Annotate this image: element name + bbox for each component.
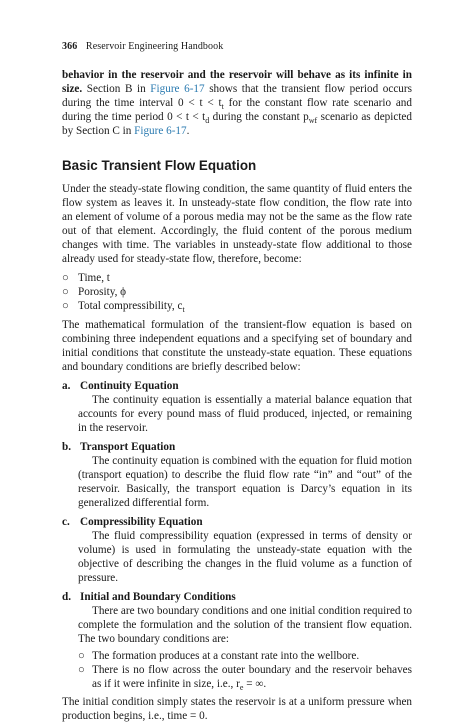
intro-text-6: . [186, 125, 190, 137]
subscript-ct: t [182, 305, 185, 315]
item-text: There are two boundary conditions and one initial condition required to complete the formulation and the solution of the transient flow equation. The two boundary conditions are: [78, 605, 412, 645]
running-head [62, 40, 223, 54]
list-item: ○ Total compressibility, $c_t$ [62, 300, 185, 315]
paragraph-formulation: The mathematical formulation of the transient-flow equation is based on combining three independent equations and a specifying set of boundary and initial conditions that constitute the unsteady-state equation. These equations and boundary conditions are briefly described below: [62, 319, 412, 373]
item-label: d. [62, 591, 72, 603]
intro-text-4: during the constant p [209, 111, 309, 123]
intro-bold-lead: behavior in the reservoir and the reservoir will behave as its infinite in size. [62, 69, 412, 95]
item-transport [62, 440, 412, 510]
item-title: Initial and Boundary Conditions [80, 591, 236, 603]
item-text: The continuity equation is combined with the equation for fluid motion (transport equation) to describe the fluid flow rate “in” and “out” of the reservoir. Basically, the transport equation is Darcy’s equation in its generalized differential form. [78, 455, 412, 509]
item-label: a. [62, 380, 71, 392]
section-heading: Basic Transient Flow Equation [62, 158, 257, 173]
list-item: ○ Porosity, ϕ [62, 286, 127, 298]
subscript-wf: wf [308, 116, 318, 126]
intro-text-2: shows that the transient flow period occurs during the time interval 0 < t < t [62, 83, 412, 109]
intro-paragraph [62, 68, 412, 138]
item-title: Compressibility Equation [80, 516, 203, 528]
subscript-re: e [239, 683, 244, 693]
item-continuity [62, 379, 412, 435]
item-title: Transport Equation [80, 441, 176, 453]
paragraph-steady-state: Under the steady-state flowing condition, the same quantity of fluid enters the flow system as leaves it. In unsteady-state flow condition, the flow rate into an element of volume of a porous media may not be the same as the flow rate out of that element. Accordingly, the fluid content of the porous medium changes with time. The variables in unsteady-state flow additional to those already used for steady-state flow, therefore, become: [62, 183, 412, 265]
figure-link-2[interactable]: Figure 6-17 [134, 125, 187, 137]
circle-bullet-icon: ○ [62, 286, 69, 298]
list-item: ○ Time, t [62, 272, 110, 284]
book-title: Reservoir Engineering Handbook [85, 41, 224, 52]
circle-bullet-icon: ○ [78, 664, 85, 676]
subscript-d: d [205, 116, 210, 126]
intro-text-1: Section B in [82, 83, 151, 95]
circle-bullet-icon: ○ [62, 300, 69, 312]
item-text: The continuity equation is essentially a material balance equation that accounts for every pound mass of fluid produced, injected, or remaining in the reservoir. [78, 394, 412, 434]
figure-link-1[interactable]: Figure 6-17 [150, 83, 205, 95]
variables-list [62, 271, 412, 313]
page-number: 366 [62, 41, 78, 52]
boundary-list [78, 649, 412, 691]
item-title: Continuity Equation [80, 380, 179, 392]
intro-text-5: scenario as depicted by Section C in [62, 111, 412, 137]
subscript-t: t [221, 102, 224, 112]
item-label: c. [62, 516, 70, 528]
intro-text-3: for the constant flow rate scenario and during the time period 0 < t < t [62, 97, 412, 123]
circle-bullet-icon: ○ [62, 272, 69, 284]
list-item: ○ The formation produces at a constant rate into the wellbore. [78, 650, 360, 662]
circle-bullet-icon: ○ [78, 650, 85, 662]
body-column [62, 68, 412, 723]
list-item: ○ There is no flow across the outer boundary and the reservoir behaves as if it were infinite in size, i.e., $r_e$ = ∞. [78, 664, 412, 693]
item-boundary-conditions [62, 590, 412, 691]
item-label: b. [62, 441, 72, 453]
paragraph-initial-condition: The initial condition simply states the reservoir is at a uniform pressure when production begins, i.e., time = 0. [62, 696, 412, 722]
item-compressibility [62, 515, 412, 585]
item-text: The fluid compressibility equation (expressed in terms of density or volume) is used in formulating the unsteady-state equation with the objective of describing the changes in the fluid volume as a function of pressure. [78, 530, 412, 584]
